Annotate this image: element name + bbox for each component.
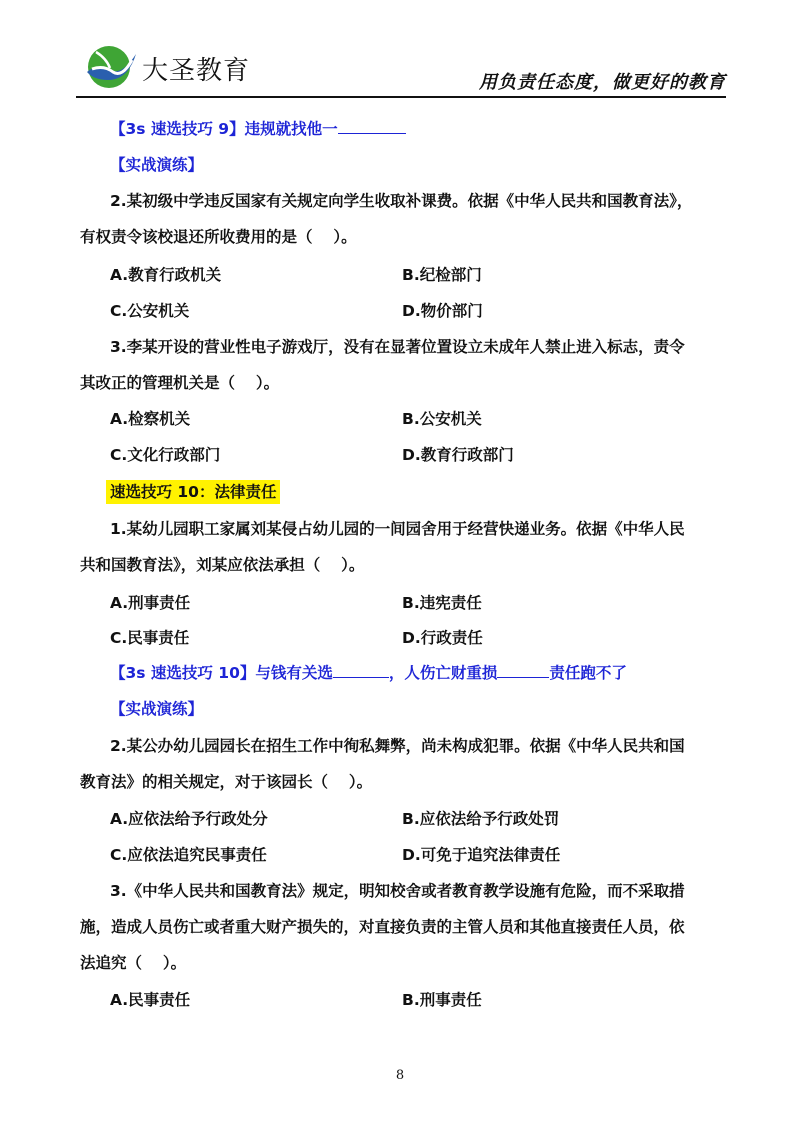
question-2a-line1: 2.某初级中学违反国家有关规定向学生收取补课费。依据《中华人民共和国教育法》，: [110, 192, 693, 210]
question-3a-option-c: C.文化行政部门: [110, 446, 221, 464]
page-number: 8: [395, 1068, 405, 1083]
tip10-highlight: 速选技巧 10：法律责任: [106, 480, 280, 504]
practice-heading-2: 【实战演练】: [110, 700, 204, 718]
question-1b-line1: 1.某幼儿园职工家属刘某侵占幼儿园的一间园舍用于经营快递业务。依据《中华人民: [110, 520, 685, 538]
question-2b-line1: 2.某公办幼儿园园长在招生工作中徇私舞弊，尚未构成犯罪。依据《中华人民共和国: [110, 737, 685, 755]
tip9-title: [110, 118, 406, 140]
question-3b-line2: 施，造成人员伤亡或者重大财产损失的，对直接负责的主管人员和其他直接责任人员，依: [80, 918, 685, 936]
question-1b-option-d: D.行政责任: [402, 629, 483, 647]
tip10-text-2: ，人伤亡财重损: [388, 664, 498, 682]
answer-blank: [497, 663, 549, 678]
question-3b-line1: 3.《中华人民共和国教育法》规定，明知校舍或者教育教学设施有危险，而不采取措: [110, 882, 685, 900]
tip10-heading: [106, 481, 280, 503]
tip10-title: [110, 662, 627, 684]
question-2b-option-c: C.应依法追究民事责任: [110, 846, 267, 864]
question-1b-line2: 共和国教育法》，刘某应依法承担（ ）。: [80, 556, 365, 574]
question-2a-option-c: C.公安机关: [110, 302, 190, 320]
question-2a-option-b: B.纪检部门: [402, 266, 482, 284]
question-3b-option-a: A.民事责任: [110, 991, 191, 1009]
question-3b-option-b: B.刑事责任: [402, 991, 482, 1009]
question-1b-option-a: A.刑事责任: [110, 594, 191, 612]
question-1b-option-b: B.违宪责任: [402, 594, 482, 612]
question-3a-option-b: B.公安机关: [402, 410, 482, 428]
brand-name: 大圣教育: [142, 56, 251, 86]
question-2a-option-a: A.教育行政机关: [110, 266, 222, 284]
tip10-text-1: 【3s 速选技巧 10】与钱有关选: [110, 664, 333, 682]
question-2b-option-d: D.可免于追究法律责任: [402, 846, 561, 864]
brand-logo-icon: [84, 42, 138, 90]
tip10-text-3: 责任跑不了: [549, 664, 627, 682]
question-3a-option-d: D.教育行政部门: [402, 446, 514, 464]
question-1b-option-c: C.民事责任: [110, 629, 190, 647]
header-divider: [76, 96, 726, 98]
question-2b-option-a: A.应依法给予行政处分: [110, 810, 268, 828]
practice-heading-1: 【实战演练】: [110, 156, 204, 174]
question-3a-line1: 3.李某开设的营业性电子游戏厅，没有在显著位置设立未成年人禁止进入标志，责令: [110, 338, 685, 356]
answer-blank: [333, 663, 389, 678]
question-2a-line2: 有权责令该校退还所收费用的是（ ）。: [80, 228, 357, 246]
question-2b-option-b: B.应依法给予行政处罚: [402, 810, 560, 828]
page-header: [76, 36, 726, 98]
question-3a-line2: 其改正的管理机关是（ ）。: [80, 374, 280, 392]
question-2b-line2: 教育法》的相关规定，对于该园长（ ）。: [80, 773, 373, 791]
question-3a-option-a: A.检察机关: [110, 410, 191, 428]
question-3b-line3: 法追究（ ）。: [80, 954, 187, 972]
tip9-text: 【3s 速选技巧 9】违规就找他一: [110, 120, 338, 138]
answer-blank: [338, 119, 406, 134]
header-slogan: 用负责任态度，做更好的教育: [479, 72, 726, 93]
question-2a-option-d: D.物价部门: [402, 302, 483, 320]
